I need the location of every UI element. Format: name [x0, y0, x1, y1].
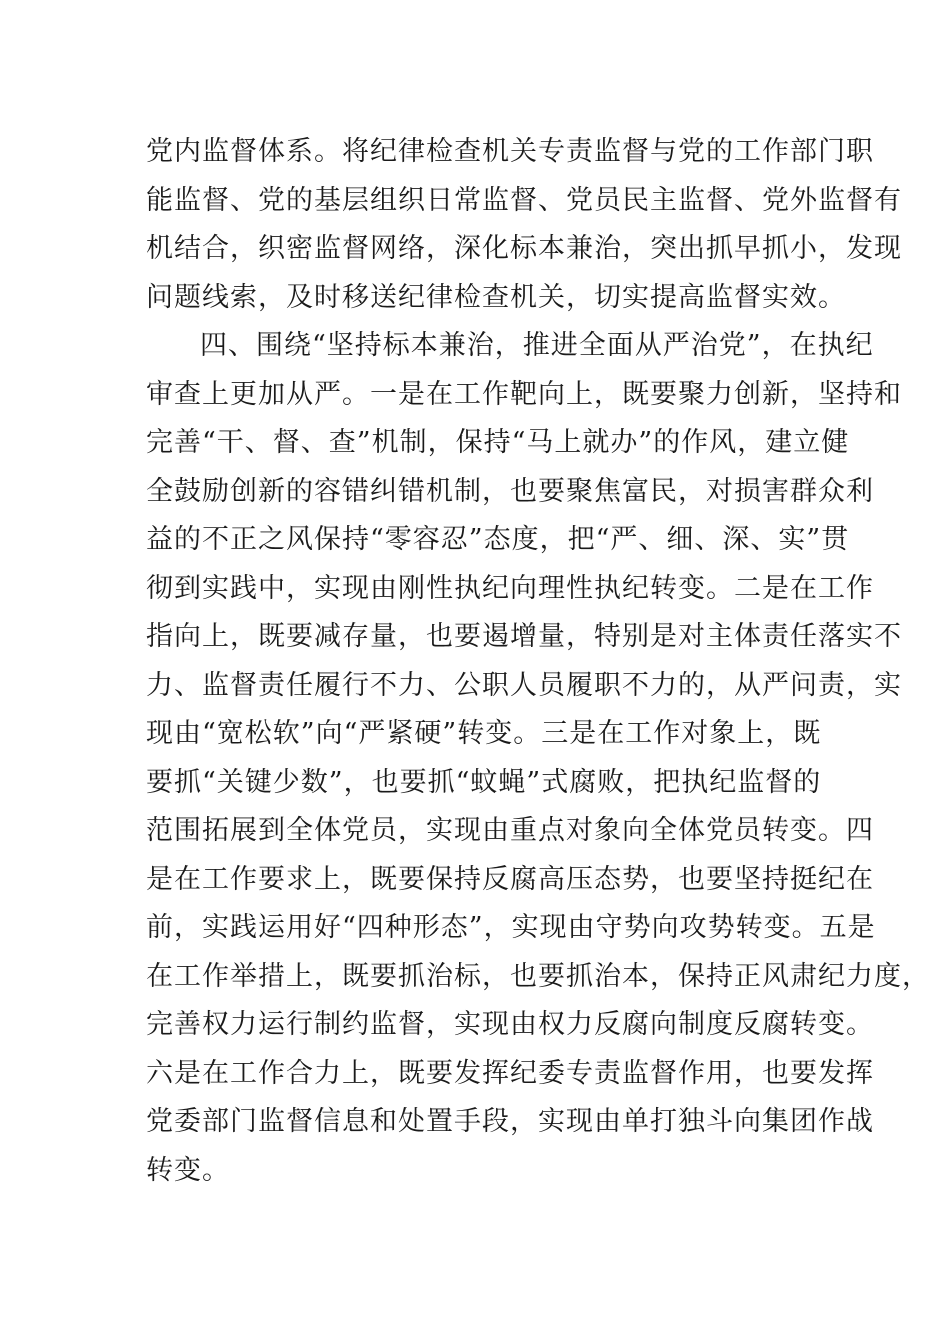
text-line: 完善权力运行制约监督，实现由权力反腐向制度反腐转变。: [146, 1009, 874, 1040]
text-line: 六是在工作合力上，既要发挥纪委专责监督作用，也要发挥: [146, 1057, 874, 1089]
text-line: 问题线索，及时移送纪律检查机关，切实提高监督实效。: [146, 281, 846, 313]
text-line: 前，实践运用好“四种形态”，实现由守势向攻势转变。五是: [146, 912, 876, 943]
text-line: 益的不正之风保持“零容忍”态度，把“严、细、深、实”贯: [146, 524, 850, 555]
body-text: [146, 128, 930, 1195]
text-line: 在工作举措上，既要抓治标，也要抓治本，保持正风肃纪力度，: [146, 960, 930, 992]
text-line: 现由“宽松软”向“严紧硬”转变。三是在工作对象上，既: [146, 718, 822, 749]
text-line: 转变。: [146, 1154, 230, 1186]
text-line: 机结合，织密监督网络，深化标本兼治，突出抓早抓小，发现: [146, 233, 902, 264]
text-line: 完善“干、督、查”机制，保持“马上就办”的作风，建立健: [146, 427, 850, 458]
text-line: 党内监督体系。将纪律检查机关专责监督与党的工作部门职: [146, 136, 874, 167]
section-heading-line: 四、围绕“坚持标本兼治，推进全面从严治党”，在执纪: [200, 330, 874, 361]
text-line: 是在工作要求上，既要保持反腐高压态势，也要坚持挺纪在: [146, 863, 874, 895]
text-line: 力、监督责任履行不力、公职人员履职不力的，从严问责，实: [146, 669, 902, 701]
text-line: 指向上，既要减存量，也要遏增量，特别是对主体责任落实不: [146, 621, 902, 652]
text-line: 能监督、党的基层组织日常监督、党员民主监督、党外监督有: [146, 184, 902, 216]
text-line: 全鼓励创新的容错纠错机制，也要聚焦富民，对损害群众利: [146, 475, 874, 507]
text-line: 审查上更加从严。一是在工作靶向上，既要聚力创新，坚持和: [146, 378, 902, 410]
text-line: 要抓“关键少数”，也要抓“蚊蝇”式腐败，把执纪监督的: [146, 766, 822, 798]
text-line: 党委部门监督信息和处置手段，实现由单打独斗向集团作战: [146, 1106, 874, 1137]
text-line: 范围拓展到全体党员，实现由重点对象向全体党员转变。四: [146, 815, 874, 846]
text-line: 彻到实践中，实现由刚性执纪向理性执纪转变。二是在工作: [146, 572, 874, 604]
